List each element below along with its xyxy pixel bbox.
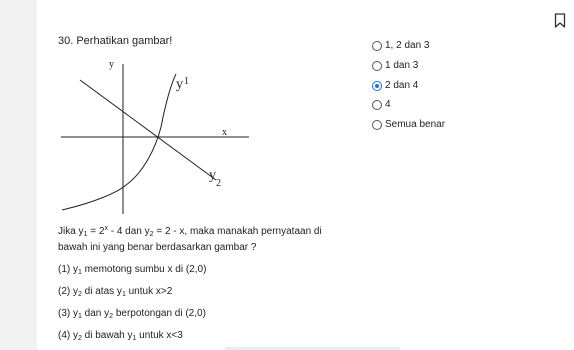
radio-option-4[interactable]	[372, 100, 382, 110]
curve-y1-label: $y^1$	[176, 76, 189, 92]
option-2[interactable]	[372, 60, 418, 71]
option-label: 1 dan 3	[385, 60, 419, 71]
radio-option-1[interactable]	[372, 41, 382, 51]
option-label: Semua benar	[385, 119, 446, 130]
curve-y2	[80, 80, 216, 180]
bookmark-icon[interactable]	[554, 13, 566, 28]
curve-y2-label: $y_2$	[209, 168, 221, 189]
graph-figure	[56, 52, 256, 218]
option-label: 1, 2 dan 3	[385, 40, 430, 51]
option-1[interactable]	[372, 40, 429, 51]
statement-1: (1) $y_1$ memotong sumbu x di (2,0)	[58, 264, 207, 276]
y-axis-label: y	[109, 59, 114, 70]
option-3[interactable]	[372, 80, 418, 91]
statement-2: (2) $y_2$ di atas $y_1$ untuk x>2	[58, 286, 173, 298]
radio-option-3[interactable]	[372, 81, 382, 91]
option-4[interactable]	[372, 99, 391, 110]
statement-4: (4) $y_2$ di bawah $y_1$ untuk x<3	[58, 330, 183, 342]
statement-3: (3) $y_1$ dan $y_2$ berpotongan di (2,0)	[58, 308, 206, 320]
question-intro: Jika $y_1 = 2^x - 4$ dan $y_2 = 2 - x$, maka manakah pernyataan di bawah ini yang benar berdasarkan gambar ?	[58, 225, 322, 253]
option-label: 4	[385, 99, 391, 110]
radio-option-2[interactable]	[372, 61, 382, 71]
option-5[interactable]	[372, 119, 445, 130]
curve-y1	[62, 74, 176, 210]
radio-option-5[interactable]	[372, 120, 382, 130]
question-number: 30. Perhatikan gambar!	[58, 35, 173, 47]
x-axis-label: x	[222, 127, 227, 138]
option-label: 2 dan 4	[385, 80, 419, 91]
